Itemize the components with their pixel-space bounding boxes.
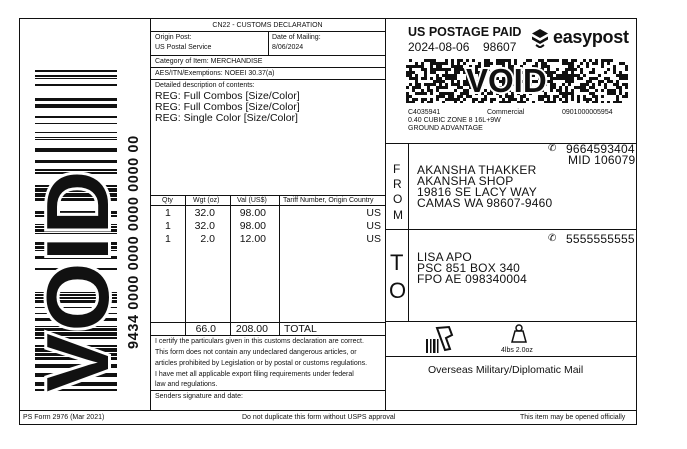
matrix-module: [523, 101, 526, 103]
row-3-country: US: [366, 233, 381, 245]
matrix-module: [481, 101, 484, 103]
matrix-module: [601, 89, 604, 92]
signature-label: Senders signature and date:: [155, 393, 243, 400]
contents-line-1: REG: Full Combos [Size/Color]: [155, 90, 300, 102]
barcode-bar: [35, 160, 117, 163]
contents-description-label: Detailed description of contents:: [155, 82, 255, 89]
matrix-module: [568, 83, 571, 86]
row-3-weight: 2.0: [200, 233, 215, 245]
weight-icon: [508, 324, 530, 344]
matrix-module: [574, 68, 577, 71]
matrix-module: [490, 101, 493, 103]
barcode-bar: [35, 123, 117, 124]
customs-header: CN22 - CUSTOMS DECLARATION: [212, 22, 323, 29]
matrix-module: [430, 101, 433, 103]
postage-paid: US POSTAGE PAID: [408, 25, 522, 39]
matrix-module: [601, 65, 604, 68]
sender-street: 19816 SE LACY WAY: [417, 185, 537, 199]
mailing-date-value: 8/06/2024: [272, 44, 304, 51]
matrix-module: [424, 92, 427, 95]
matrix-module: [565, 101, 568, 103]
matrix-module: [607, 68, 610, 71]
matrix-module: [454, 89, 457, 92]
matrix-module: [625, 86, 628, 89]
row-2-qty: 1: [165, 220, 171, 232]
tracking-number: 9434 0000 0000 0000 0000 00: [126, 135, 142, 349]
matrix-module: [595, 89, 598, 92]
matrix-module: [457, 71, 460, 74]
mailing-date-label: Date of Mailing:: [272, 34, 321, 41]
origin-post-label: Origin Post:: [155, 34, 192, 41]
row-1-weight: 32.0: [194, 207, 215, 219]
matrix-module: [595, 62, 598, 65]
phone-icon: ✆: [548, 143, 557, 154]
footer-opened-notice: This item may be opened officially: [520, 414, 626, 421]
matrix-module: [454, 101, 457, 103]
row-1-qty: 1: [165, 207, 171, 219]
matrix-module: [508, 101, 511, 103]
row-1-country: US: [366, 207, 381, 219]
matrix-module: [607, 62, 610, 65]
matrix-module: [415, 98, 418, 101]
contents-line-2: REG: Full Combos [Size/Color]: [155, 101, 300, 113]
postage-code-left: C4035941: [408, 109, 441, 116]
origin-post-value: US Postal Service: [155, 44, 212, 51]
package-weight: 4lbs 2.0oz: [501, 347, 533, 354]
matrix-module: [607, 101, 610, 103]
postage-code-right: 0901000005954: [562, 109, 613, 116]
row-3-value: 12.00: [239, 233, 266, 245]
mail-type: Overseas Military/Diplomatic Mail: [428, 364, 584, 376]
barcode-bar: [35, 98, 117, 101]
certification-line-3: articles prohibited by Legislation or by postal or customs regulations.: [155, 360, 368, 367]
barcode-bar: [35, 75, 117, 77]
matrix-module: [592, 71, 595, 74]
barcode-bar: [35, 78, 117, 79]
matrix-module: [424, 77, 427, 80]
divider-left: [150, 18, 151, 411]
matrix-module: [610, 59, 613, 62]
row-2-weight: 32.0: [194, 220, 215, 232]
matrix-module: [604, 71, 607, 74]
easypost-logo-icon: [530, 28, 550, 48]
matrix-module: [412, 101, 415, 103]
col-qty-header: Qty: [162, 197, 173, 204]
from-letter-f: F: [393, 162, 401, 176]
sender-company: AKANSHA SHOP: [417, 174, 514, 188]
easypost-brand: easypost: [553, 27, 629, 47]
to-letter-t: T: [390, 250, 404, 275]
matrix-module: [598, 83, 601, 86]
postage-service: GROUND ADVANTAGE: [408, 125, 483, 132]
matrix-module: [583, 74, 586, 77]
row-3-qty: 1: [165, 233, 171, 245]
matrix-module: [442, 101, 445, 103]
postage-date: 2024-08-06: [408, 40, 470, 54]
matrix-module: [556, 59, 559, 62]
matrix-module: [445, 86, 448, 89]
to-letter-o: O: [389, 278, 407, 303]
divider-center: [385, 18, 386, 411]
row-2-country: US: [366, 220, 381, 232]
recipient-unit: PSC 851 BOX 340: [417, 261, 521, 275]
row-2-value: 98.00: [239, 220, 266, 232]
footer-form-number: PS Form 2976 (Mar 2021): [23, 414, 105, 421]
matrix-module: [532, 101, 535, 103]
matrix-module: [445, 62, 448, 65]
sender-city: CAMAS WA 98607-9460: [417, 196, 553, 210]
matrix-module: [577, 101, 580, 103]
matrix-module: [574, 59, 577, 62]
postage-zip: 98607: [483, 40, 517, 54]
col-value-header: Val (US$): [237, 197, 267, 204]
barcode-bar: [35, 70, 117, 72]
total-label: TOTAL: [284, 323, 317, 335]
sender-phone: 9664593404: [566, 142, 635, 156]
matrix-module: [580, 62, 583, 65]
certification-line-2: This form does not contain any undeclared dangerous articles, or: [155, 349, 357, 356]
matrix-module: [472, 101, 475, 103]
matrix-module: [625, 95, 628, 98]
phone-icon: ✆: [548, 233, 557, 244]
matrix-module: [586, 101, 589, 103]
recipient-phone: 5555555555: [566, 232, 635, 246]
matrix-module: [625, 68, 628, 71]
matrix-module: [571, 98, 574, 101]
certification-line-1: I certify the particulars given in this customs declaration are correct.: [155, 338, 364, 345]
matrix-module: [601, 95, 604, 98]
matrix-module: [571, 80, 574, 83]
sender-mid: MID 106079: [568, 153, 636, 167]
recipient-name: LISA APO: [417, 250, 472, 264]
matrix-module: [598, 74, 601, 77]
barcode-bar: [35, 148, 117, 152]
col-tariff-header: Tariff Number, Origin Country: [283, 197, 374, 204]
barcode-bar: [35, 137, 117, 138]
barcode-bar: [35, 104, 117, 108]
col-weight-header: Wgt (oz): [193, 197, 220, 204]
barcode-bar: [35, 84, 117, 86]
from-letter-o: O: [393, 192, 403, 206]
recipient-city: FPO AE 098340004: [417, 272, 527, 286]
matrix-module: [619, 101, 622, 103]
matrix-module: [421, 101, 424, 103]
matrix-module: [595, 101, 598, 103]
certification-line-5: law and regulations.: [155, 381, 218, 388]
matrix-module: [448, 68, 451, 71]
certification-line-4: I have met all applicable export filing requirements under federal: [155, 371, 354, 378]
item-category: Category of Item: MERCHANDISE: [155, 58, 263, 65]
matrix-module: [601, 101, 604, 103]
matrix-module: [430, 92, 433, 95]
total-value: 208.00: [235, 323, 268, 335]
matrix-module: [556, 68, 559, 71]
matrix-module: [436, 98, 439, 101]
matrix-module: [409, 59, 412, 62]
matrix-module: [553, 101, 556, 103]
scanner-icon: [425, 325, 459, 355]
barcode-bar: [35, 132, 117, 133]
postage-zone: 0.40 CUBIC ZONE 8 16L+9W: [408, 117, 501, 124]
postage-void-overlay: VOID: [466, 62, 547, 99]
matrix-module: [460, 101, 463, 103]
matrix-module: [586, 65, 589, 68]
barcode-bar: [35, 116, 117, 118]
aes-exemption: AES/ITN/Exemptions: NOEEI 30.37(a): [155, 70, 275, 77]
contents-line-3: REG: Single Color [Size/Color]: [155, 112, 298, 124]
footer-duplicate-notice: Do not duplicate this form without USPS approval: [242, 414, 396, 421]
sender-name: AKANSHA THAKKER: [417, 163, 537, 177]
row-1-value: 98.00: [239, 207, 266, 219]
matrix-module: [406, 86, 409, 89]
total-weight: 66.0: [195, 323, 216, 335]
postage-rate-type: Commercial: [487, 109, 525, 116]
matrix-module: [550, 89, 553, 92]
from-letter-r: R: [393, 177, 402, 191]
from-letter-m: M: [393, 208, 403, 222]
barcode-bar: [35, 139, 117, 140]
tracking-void-watermark: VOID: [28, 168, 127, 392]
matrix-module: [580, 77, 583, 80]
matrix-module: [625, 77, 628, 80]
divider-footer: [19, 410, 637, 411]
